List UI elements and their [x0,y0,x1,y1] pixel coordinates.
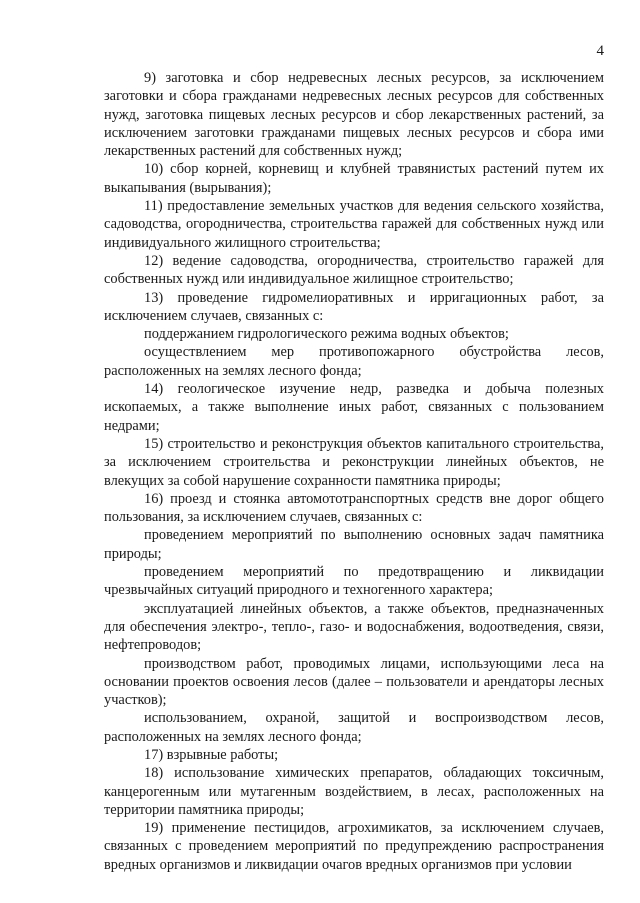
paragraph-item-18: 18) использование химических препаратов, обладающих токсичным, канцерогенным или мутагенным воздействием, в лесах, расположенных на территории памятника природы; [104,765,604,818]
paragraph-item-16-case-5: использованием, охраной, защитой и воспроизводством лесов, расположенных на землях лесного фонда; [104,710,604,745]
paragraph-item-12: 12) ведение садоводства, огородничества, строительство гаражей для собственных нужд или индивидуальное жилищное строительство; [104,252,604,288]
paragraph-item-13-case-1: поддержанием гидрологического режима водных объектов; [144,326,509,343]
paragraph-item-14: 14) геологическое изучение недр, разведка и добыча полезных ископаемых, а также выполнение иных работ, связанных с пользованием недрами; [104,381,604,434]
paragraph-item-11: 11) предоставление земельных участков для ведения сельского хозяйства, садоводства, огородничества, строительства гаражей для собственных нужд или индивидуального жилищного строительства; [104,198,604,251]
paragraph-item-19: 19) применение пестицидов, агрохимикатов, за исключением случаев, связанных с проведением мероприятий по предупреждению распространения вредных организмов и ликвидации очагов вредных организмов при условии [104,820,604,873]
paragraph-item-17: 17) взрывные работы; [144,746,279,763]
paragraph-item-16-case-2: проведением мероприятий по предотвращению и ликвидации чрезвычайных ситуаций природного и техногенного характера; [104,564,604,599]
paragraph-item-16: 16) проезд и стоянка автомототранспортных средств вне дорог общего пользования, за исключением случаев, связанных с: [104,490,604,526]
paragraph-item-13: 13) проведение гидромелиоративных и ирригационных работ, за исключением случаев, связанных с: [104,289,604,324]
paragraph-item-15: 15) строительство и реконструкция объектов капитального строительства, за исключением строительства и реконструкции линейных объектов, не влекущих за собой нарушение сохранности памятника природы; [104,435,604,489]
paragraph-item-10: 10) сбор корней, корневищ и клубней травянистых растений путем их выкапывания (вырывания); [104,161,604,196]
paragraph-item-16-case-1: проведением мероприятий по выполнению основных задач памятника природы; [104,527,604,562]
paragraph-item-16-case-4: производством работ, проводимых лицами, использующими леса на основании проектов освоения лесов (далее – пользователи и арендаторы лесных участков); [104,655,604,709]
paragraph-item-9: 9) заготовка и сбор недревесных лесных ресурсов, за исключением заготовки и сбора гражданами недревесных лесных ресурсов для собственных нужд, заготовка пищевых лесных ресурсов и сбор лекарственных растений, за исключением заготовки гражданами пищевых лесных ресурсов и сбора ими лекарственных растений для собственных нужд; [104,70,604,160]
page-number: 4 [596,43,604,59]
paragraph-item-13-case-2: осуществлением мер противопожарного обустройства лесов, расположенных на землях лесного фонда; [104,344,604,379]
document-body [104,69,604,874]
paragraph-item-16-case-3: эксплуатацией линейных объектов, а также объектов, предназначенных для обеспечения электро-, тепло-, газо- и водоснабжения, водоотведения, связи, нефтепроводов; [104,600,604,654]
